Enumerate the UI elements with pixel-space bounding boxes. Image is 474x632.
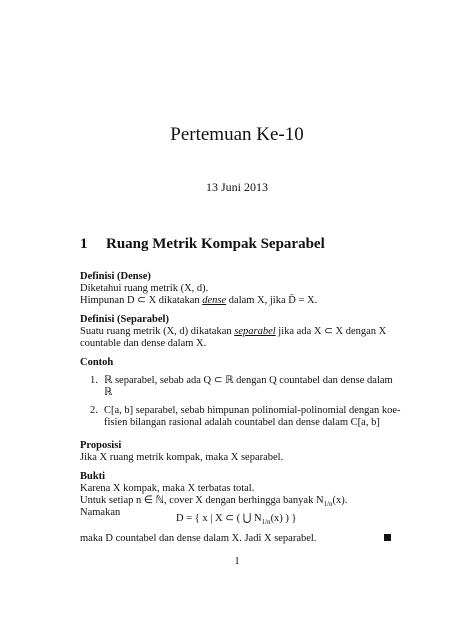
def-separable-line1 [80,326,386,338]
def-separable-line2: countable dan dense dalam X. [80,338,207,349]
def-separable-heading: Definisi (Separabel) [80,314,169,325]
bukti-line2-end: (x). [332,495,348,506]
def-separable-text-b: jika ada X ⊂ X dengan X [275,326,387,337]
def-dense-line1: Diketahui ruang metrik (X, d). [80,283,209,294]
formula-subscript: 1/n [261,518,271,527]
contoh-item-1-line2: ℝ [104,387,113,398]
proposisi-line1: Jika X ruang metrik kompak, maka X separabel. [80,452,284,463]
def-separable-term: separabel [234,326,276,337]
contoh-item-2-line2: fisien bilangan rasional adalah countabel dan dense dalam C[a, b] [104,417,380,428]
qed-square-icon [384,534,391,541]
bukti-formula [176,513,297,528]
def-dense-text-b: dalam X, jika D̄ = X. [226,295,318,306]
contoh-item-1-number: 1. [90,375,98,386]
def-dense-heading: Definisi (Dense) [80,271,151,282]
contoh-heading: Contoh [80,357,114,368]
bukti-line3: Namakan [80,507,121,518]
contoh-item-2-line1: C[a, b] separabel, sebab himpunan polinomial-polinomial dengan koe- [104,405,401,416]
bukti-heading: Bukti [80,471,106,482]
section-heading [80,236,325,253]
document-date: 13 Juni 2013 [205,180,268,194]
page-number: 1 [234,556,240,567]
formula-end: (x) ) } [270,513,297,524]
def-dense-text-a: Himpunan D ⊂ X dikatakan [80,295,203,306]
bukti-line2-subscript: 1/n [323,500,333,509]
proposisi-heading: Proposisi [80,440,122,451]
contoh-item-2-number: 2. [90,405,98,416]
def-dense-line2 [80,295,317,307]
section-number: 1 [80,236,88,252]
bukti-line2-text: Untuk setiap n ∈ ℕ, cover X dengan berhingga banyak N [80,495,324,506]
def-dense-term: dense [202,295,227,306]
bukti-line1: Karena X kompak, maka X terbatas total. [80,483,255,494]
contoh-item-1-line1: ℝ separabel, sebab ada Q ⊂ ℝ dengan Q countabel dan dense dalam [104,375,393,386]
formula-main: D = { x | X ⊂ ( ⋃ N [176,513,262,524]
bukti-line4: maka D countabel dan dense dalam X. Jadi X separabel. [80,533,317,544]
def-separable-text-a: Suatu ruang metrik (X, d) dikatakan [80,326,235,337]
document-title: Pertemuan Ke-10 [170,124,304,145]
section-title: Ruang Metrik Kompak Separabel [106,236,325,252]
